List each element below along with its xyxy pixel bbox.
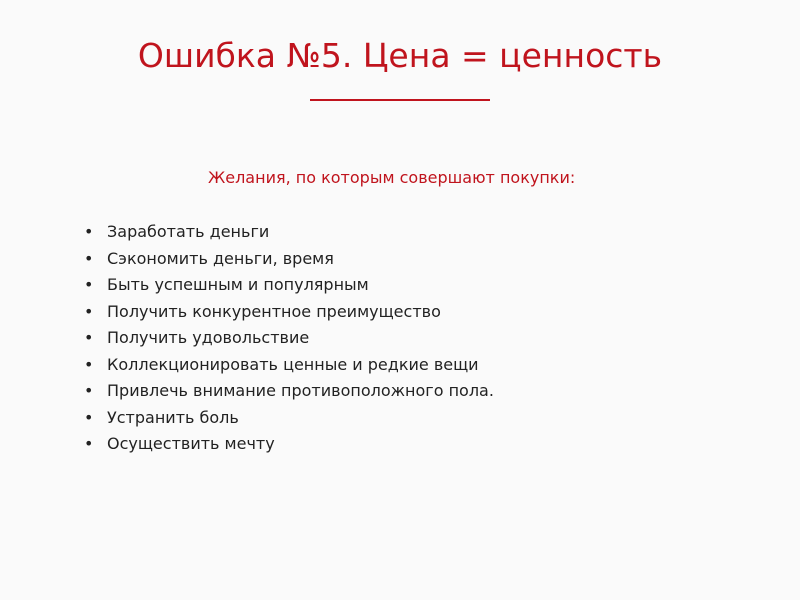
list-item [84, 378, 494, 405]
list-item [84, 299, 494, 326]
list-item [84, 405, 494, 432]
list-item-text: Привлечь внимание противоположного пола. [107, 381, 494, 400]
bullet-icon: • [84, 248, 94, 268]
list-item [84, 219, 494, 246]
bullet-icon: • [84, 354, 94, 374]
list-item [84, 246, 494, 273]
list-item-text: Сэкономить деньги, время [107, 248, 334, 268]
list-item [84, 272, 494, 299]
slide-subtitle: Желания, по которым совершают покупки: [208, 168, 576, 187]
bullet-list [84, 219, 494, 458]
list-item-text: Осуществить мечту [107, 434, 275, 453]
bullet-icon: • [84, 434, 94, 453]
title-divider [310, 99, 490, 101]
list-item [84, 325, 494, 352]
bullet-icon: • [84, 328, 94, 347]
list-item-text: Быть успешным и популярным [107, 275, 369, 294]
bullet-icon: • [84, 407, 94, 427]
list-item [84, 431, 494, 458]
list-item-text: Получить конкурентное преимущество [107, 301, 441, 321]
slide-title: Ошибка №5. Цена = ценность [137, 36, 663, 75]
bullet-icon: • [84, 222, 94, 241]
list-item-text: Коллекционировать ценные и редкие вещи [107, 354, 479, 374]
bullet-icon: • [84, 381, 94, 400]
list-item-text: Устранить боль [107, 407, 239, 427]
bullet-icon: • [84, 275, 94, 294]
list-item-text: Заработать деньги [107, 222, 270, 241]
list-item [84, 352, 494, 379]
list-item-text: Получить удовольствие [107, 328, 310, 347]
bullet-icon: • [84, 301, 94, 321]
